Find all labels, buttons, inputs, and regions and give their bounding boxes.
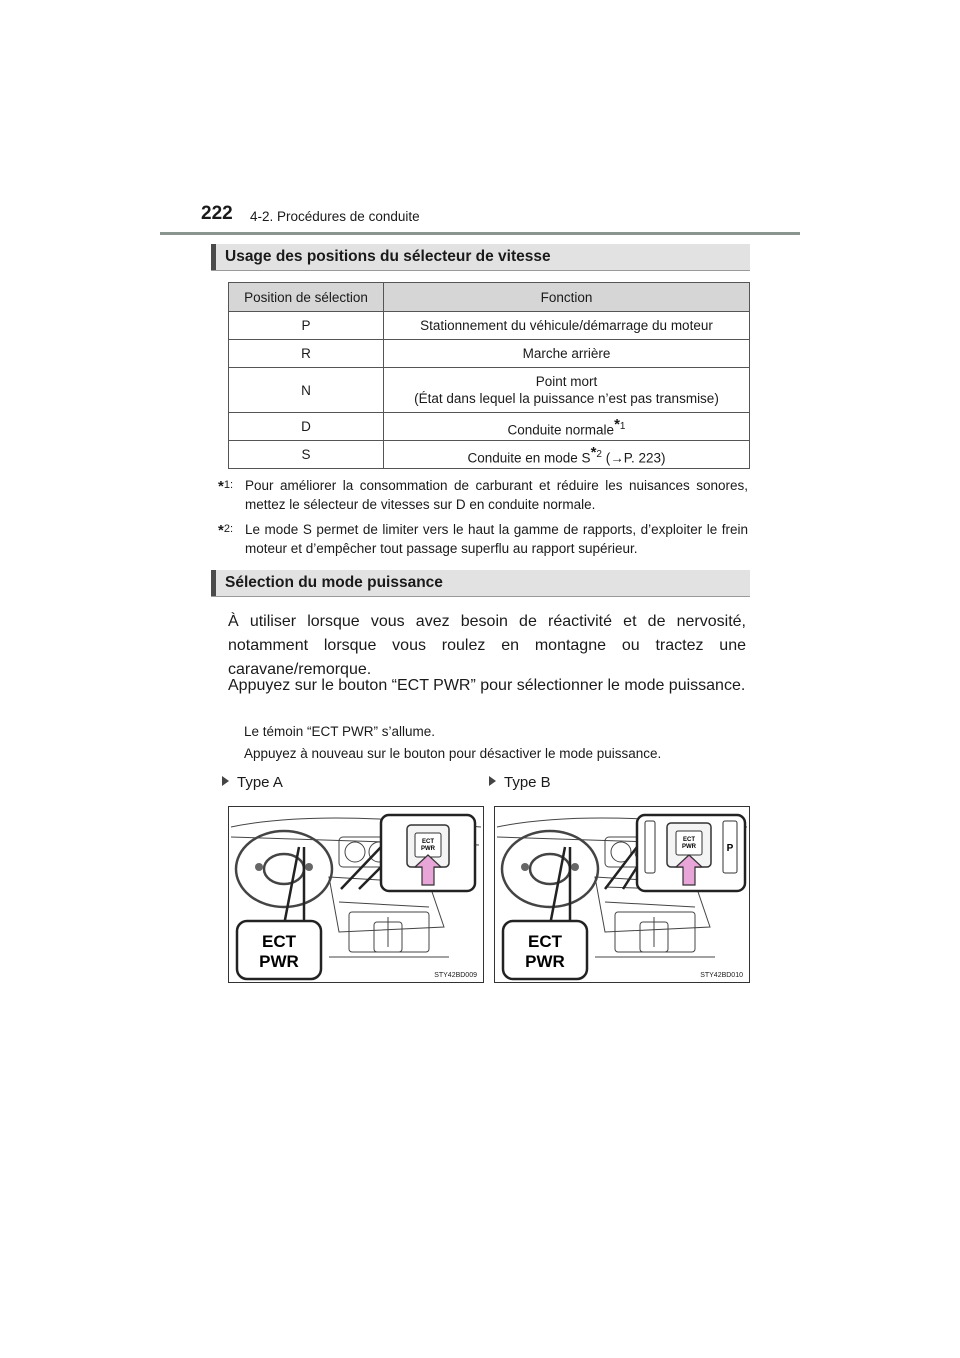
callout-label-line1: ECT (262, 932, 296, 951)
header-rule (160, 232, 800, 235)
table-row (229, 441, 750, 469)
table-cell-function (384, 368, 750, 413)
page-reference: (→P. 223) (601, 450, 666, 466)
triangle-bullet-icon (489, 776, 496, 786)
asterisk-icon: * (218, 478, 224, 495)
asterisk-icon: * (218, 522, 224, 539)
triangle-bullet-icon (222, 776, 229, 786)
section-heading-power-mode (211, 570, 750, 597)
figure-type-a (228, 806, 484, 983)
table-header-function: Fonction (384, 283, 750, 312)
table-cell-position: N (229, 368, 384, 413)
button-label-line2: PWR (421, 846, 435, 852)
table-cell-function: Marche arrière (384, 340, 750, 368)
function-line-1: Point mort (535, 374, 598, 389)
gear-position-table (228, 282, 750, 469)
footnote-ref: *1 (614, 415, 626, 433)
callout-label-line2: PWR (525, 952, 565, 971)
button-label-line2: PWR (682, 844, 696, 850)
function-text: Conduite normale (507, 422, 615, 438)
paragraph-instruction: Appuyez sur le bouton “ECT PWR” pour sélectionner le mode puissance. (228, 677, 746, 694)
page-number: 222 (201, 203, 233, 224)
footnote-text: Pour améliorer la consommation de carburant et réduire les nuisances sonores, mettez le sélecteur de vitesses sur D en conduite normale. (245, 478, 748, 512)
chapter-title: 4-2. Procédures de conduite (250, 209, 420, 224)
deactivate-note: Appuyez à nouveau sur le bouton pour désactiver le mode puissance. (244, 746, 662, 761)
button-label-line1: ECT (422, 839, 434, 845)
table-cell-position: P (229, 312, 384, 340)
type-b-label: Type B (489, 774, 551, 791)
side-button-label: P (726, 843, 734, 854)
figure-code: STY42BD009 (434, 972, 477, 979)
callout-label-line1: ECT (528, 932, 562, 951)
figure-code: STY42BD010 (700, 972, 743, 979)
type-a-label: Type A (222, 774, 283, 791)
button-label-line1: ECT (683, 837, 695, 843)
table-cell-position: D (229, 413, 384, 441)
function-text: Conduite en mode S (467, 450, 591, 466)
asterisk-icon: * (590, 443, 597, 461)
table-cell-function: Stationnement du véhicule/démarrage du moteur (384, 312, 750, 340)
section-title: Usage des positions du sélecteur de vitesse (225, 248, 551, 265)
dashboard-illustration (495, 807, 749, 982)
table-cell-function (384, 413, 750, 441)
table-cell-position: R (229, 340, 384, 368)
table-row (229, 368, 750, 413)
section-accent (211, 570, 216, 596)
footnote-text: Le mode S permet de limiter vers le haut la gamme de rapports, d’exploiter le frein moteur et d’empêcher tout passage superflu au rapport supérieur. (245, 522, 748, 556)
footnote-1 (218, 476, 748, 514)
table-row (229, 312, 750, 340)
paragraph-intro: À utiliser lorsque vous avez besoin de réactivité et de nervosité, notamment lorsque vous roulez en montagne ou tractez une caravane/remorque. (228, 613, 746, 678)
table-header-position: Position de sélection (229, 283, 384, 312)
footnote-mark: 1: (223, 479, 234, 491)
function-line-2: (État dans lequel la puissance n’est pas transmise) (414, 391, 719, 406)
asterisk-icon: * (614, 415, 620, 433)
table-cell-position: S (229, 441, 384, 469)
section-heading-gear-positions (211, 244, 750, 271)
footnote-ref: *2 (590, 443, 602, 461)
table-row (229, 413, 750, 441)
dashboard-illustration (229, 807, 483, 982)
footnote-mark: 2: (223, 523, 234, 535)
table-cell-function (384, 441, 750, 469)
footnote-2 (218, 520, 748, 558)
table-row (229, 340, 750, 368)
callout-label-line2: PWR (259, 952, 299, 971)
section-accent (211, 244, 216, 270)
section-title: Sélection du mode puissance (225, 574, 443, 591)
indicator-note: Le témoin “ECT PWR” s’allume. (244, 724, 436, 739)
figure-type-b (494, 806, 750, 983)
table-header-row (229, 283, 750, 312)
